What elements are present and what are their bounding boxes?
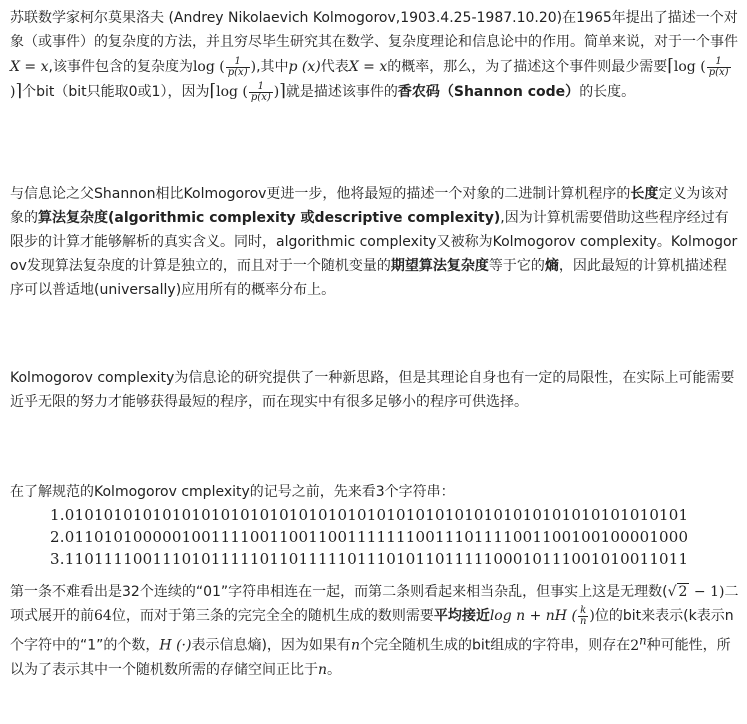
fraction: [226, 57, 250, 78]
fraction-numerator: 1: [707, 57, 731, 68]
math-power: [630, 633, 647, 654]
text-run: 的概率，那么，为了描述这个事件则最少需要: [387, 59, 668, 75]
text-run: 表示信息熵)，因为如果有: [191, 637, 351, 654]
text-run: 与信息论之父Shannon相比Kolmogorov更进一步，他将最短的描述一个对象的二进制计算机程序的: [10, 186, 631, 202]
fraction-denominator: n: [579, 615, 587, 627]
bold-term-shannon-code: 香农码（Shannon code）: [397, 84, 580, 100]
text-run: 个bit（bit只能取0或1），因为: [22, 84, 210, 100]
math-x-equals-x: X = x: [348, 59, 388, 75]
math-n: n: [318, 661, 328, 678]
sqrt-expression: √ 2: [667, 584, 688, 600]
paragraph-kolmogorov-intro: [10, 6, 740, 104]
text-run: ,该事件包含的复杂度为: [48, 59, 193, 75]
text-run: 的长度。: [579, 84, 636, 100]
paragraph-limitations: Kolmogorov complexity为信息论的研究提供了一种新思路，但是其理论自身也有一定的局限性，在实际上可能需要近乎无限的努力才能够获得最短的程序，而在现实中有很多足够小的程序可供选择。: [10, 370, 735, 410]
bold-term-length: 长度: [630, 186, 659, 202]
text-run: 定义为该对象的: [10, 186, 729, 226]
ceil-log-expression: ⌈log ( $\frac{1}{p(x)}$ )⌉: [10, 55, 729, 101]
text-run: 等于它的: [488, 258, 545, 274]
log-label: log: [192, 59, 215, 75]
fraction: [707, 57, 731, 78]
fraction-denominator: p(x): [227, 66, 248, 78]
math-x-equals-x: X = x: [10, 59, 49, 75]
text-run: 苏联数学家柯尔莫果洛夫 (Andrey Nikolaevich Kolmogorov,1903.4.25-1987.10.20)在1965年提出了描述一个对象（或事件）的复杂度的方法，并且穷尽毕生研究其在数学、复杂度理论和信息论中的作用。简单来说，对于一个事件: [10, 10, 738, 50]
text-run: ,其中: [256, 59, 289, 75]
formula-log-n-nh: log n + nH (: [489, 608, 577, 624]
bold-term-average-close: 平均接近: [433, 608, 490, 624]
fraction-numerator: k: [578, 606, 588, 617]
binary-string-3: 3.1101111001110101111101101111101110101101111100010111001010011011: [50, 550, 689, 568]
fraction: [249, 82, 273, 103]
bold-term-expected-complexity: 期望算法复杂度: [390, 258, 489, 274]
fraction: [578, 606, 588, 627]
text-run: 个完全随机生成的bit组成的字符串，则存在: [359, 637, 631, 654]
binary-string-1: 1.0101010101010101010101010101010101010101010101010101010101010101: [50, 506, 689, 524]
log-label: log: [673, 59, 696, 75]
text-run: 。: [327, 661, 342, 678]
text-run: 就是描述该事件的: [285, 84, 398, 100]
sqrt-argument: 2: [678, 584, 688, 600]
paragraph-algorithmic-complexity: [10, 182, 740, 302]
math-entropy-function: H (·): [159, 637, 192, 654]
text-run: 位的bit来表示(k表示n个字符中的“1”的个数，: [10, 608, 734, 654]
binary-strings-list: [50, 504, 730, 570]
text-run: 第一条不难看出是32个连续的“01”字符串相连在一起，而第二条则看起来相当杂乱，但事实上这是无理数(: [10, 584, 668, 600]
fraction-numerator: 1: [226, 57, 250, 68]
ceil-log-expression: ⌈log ( $\frac{1}{p(x)}$ )⌉: [209, 80, 286, 103]
power-exponent: n: [639, 633, 647, 647]
bold-term-algorithmic-complexity: 算法复杂度(algorithmic complexity 或descriptive complexity): [38, 210, 501, 226]
log-label: log: [216, 84, 238, 100]
text-run: 种可能性，所以为了表示其中一个随机数所需的存储空间正比于: [10, 637, 731, 678]
text-run: ，因此最短的计算机描述程序可以普适地(universally)应用所有的概率分布上。: [10, 258, 727, 298]
math-n: n: [350, 637, 360, 654]
fraction-denominator: p(x): [708, 66, 729, 78]
text-run: 代表: [320, 59, 349, 75]
paragraph-string-analysis: [10, 580, 740, 682]
binary-string-2: 2.0110101000001001111001100110011111110011101111001100100100001000: [50, 528, 689, 546]
fraction-denominator: p(x): [250, 91, 271, 103]
power-base: 2: [630, 637, 640, 654]
paragraph-strings-intro: 在了解规范的Kolmogorov cmplexity的记号之前，先来看3个字符串：: [10, 484, 455, 500]
math-p-of-x: p (x): [288, 59, 321, 75]
text-run: − 1)二项式展开的前64位，而对于第三条的完完全全的随机生成的数则需要: [10, 584, 739, 624]
bold-term-entropy: 熵: [544, 258, 559, 274]
formula-close-paren: ): [589, 608, 595, 624]
text-run: ,因为计算机需要借助这些程序经过有限步的计算才能够解析的真实含义。同时，algorithmic complexity又被称为Kolmogorov complexity。Kolmogorov发现算法复杂度的计算是独立的，而且对于一个随机变量的: [10, 210, 738, 274]
fraction-numerator: 1: [249, 82, 273, 93]
log-expression: log ( $\frac{1}{p(x)}$ ): [192, 55, 257, 78]
